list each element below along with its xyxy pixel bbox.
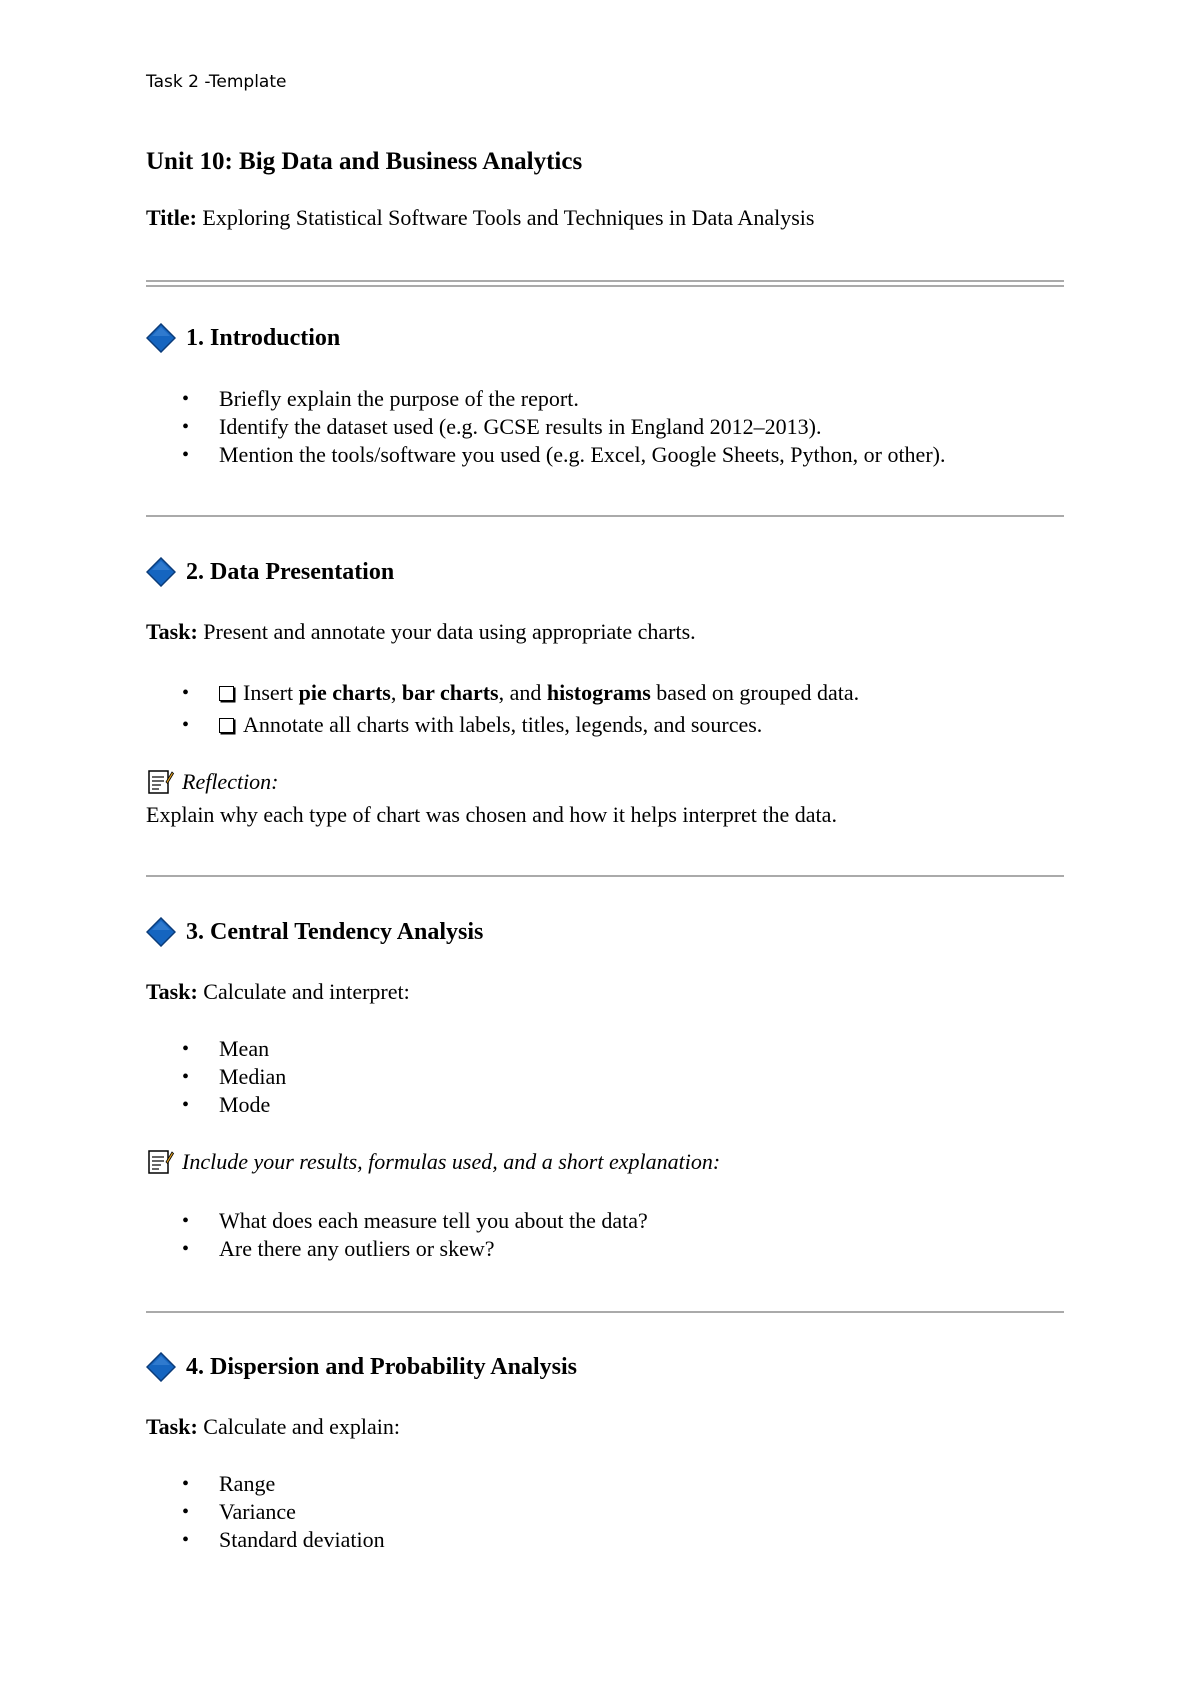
report-title — [146, 205, 814, 231]
blue-diamond-icon — [146, 1352, 176, 1382]
task-text: Present and annotate your data using appropriate charts. — [203, 619, 696, 644]
reflection-heading — [146, 768, 279, 796]
divider — [146, 515, 1064, 517]
reflection-label: Reflection: — [182, 769, 279, 794]
section-heading-central-tendency — [146, 917, 483, 947]
section-title: 3. Central Tendency Analysis — [186, 918, 484, 945]
task-line — [146, 1414, 400, 1440]
section-title: 1. Introduction — [186, 324, 341, 351]
checklist-item: • Annotate all charts with labels, titles, legends, and sources. — [146, 709, 859, 741]
blue-diamond-icon — [146, 557, 176, 587]
list-item: • What does each measure tell you about the data? — [146, 1207, 648, 1235]
list-item: • Mention the tools/software you used (e.g. Excel, Google Sheets, Python, or other). — [146, 441, 945, 469]
section-title: 4. Dispersion and Probability Analysis — [186, 1353, 577, 1380]
page-header: Task 2 -Template — [146, 72, 287, 92]
checklist-item: • Insert pie charts, bar charts, and histograms based on grouped data. — [146, 677, 859, 709]
reflection-text: Explain why each type of chart was chosen and how it helps interpret the data. — [146, 802, 837, 827]
results-note — [146, 1148, 720, 1176]
blue-diamond-icon — [146, 323, 176, 353]
task-label: Task: — [146, 619, 198, 644]
section-title: 2. Data Presentation — [186, 558, 395, 585]
title-label: Title: — [146, 205, 197, 230]
list-item: • Standard deviation — [146, 1526, 385, 1554]
list-item: • Median — [146, 1063, 286, 1091]
list-item: • Mode — [146, 1091, 286, 1119]
questions-list — [146, 1207, 648, 1263]
title-value: Exploring Statistical Software Tools and Techniques in Data Analysis — [202, 205, 815, 230]
checkbox-icon[interactable] — [219, 686, 234, 701]
section-heading-introduction — [146, 323, 340, 353]
list-item: • Briefly explain the purpose of the report. — [146, 385, 945, 413]
task-label: Task: — [146, 979, 198, 1004]
list-item: • Variance — [146, 1498, 385, 1526]
unit-title: Unit 10: Big Data and Business Analytics — [146, 148, 583, 175]
list-item: • Range — [146, 1470, 385, 1498]
list-item: • Mean — [146, 1035, 286, 1063]
divider — [146, 280, 1064, 287]
task-text: Calculate and interpret: — [203, 979, 410, 1004]
task-line — [146, 619, 696, 645]
task-line — [146, 979, 410, 1005]
introduction-list — [146, 385, 945, 469]
list-item: • Identify the dataset used (e.g. GCSE results in England 2012–2013). — [146, 413, 945, 441]
checkbox-icon[interactable] — [219, 718, 234, 733]
memo-icon — [146, 768, 174, 796]
blue-diamond-icon — [146, 917, 176, 947]
divider — [146, 1311, 1064, 1313]
divider — [146, 875, 1064, 877]
measures-list — [146, 1035, 286, 1119]
list-item: • Are there any outliers or skew? — [146, 1235, 648, 1263]
task-text: Calculate and explain: — [203, 1414, 400, 1439]
section-heading-dispersion — [146, 1352, 577, 1382]
checklist — [146, 677, 859, 741]
memo-icon — [146, 1148, 174, 1176]
dispersion-list — [146, 1470, 385, 1554]
section-heading-data-presentation — [146, 557, 394, 587]
note-text: Include your results, formulas used, and a short explanation: — [182, 1149, 721, 1174]
task-label: Task: — [146, 1414, 198, 1439]
